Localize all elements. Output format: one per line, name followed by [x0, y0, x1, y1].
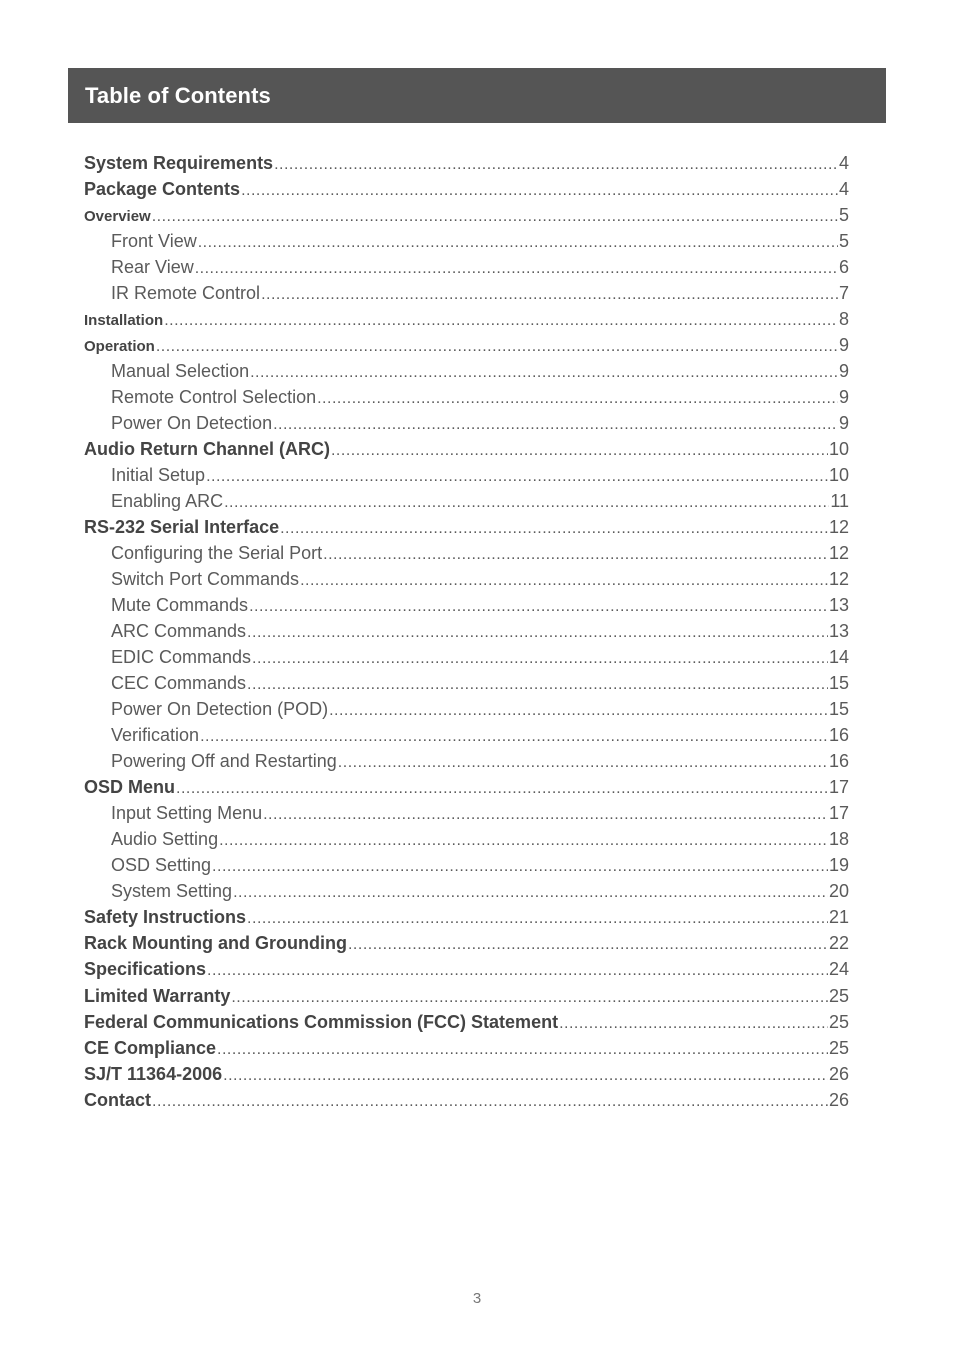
- toc-dot-leader: [156, 334, 838, 358]
- toc-entry-title: Power On Detection (POD): [111, 699, 329, 720]
- toc-entry[interactable]: [84, 748, 849, 774]
- page-number: 3: [472, 1290, 482, 1307]
- toc-entry-page: 4: [838, 153, 849, 173]
- toc-entry-title: Audio Setting: [111, 829, 219, 850]
- toc-dot-leader: [212, 854, 828, 878]
- toc-dot-leader: [559, 1011, 828, 1035]
- toc-entry-title: Audio Return Channel (ARC): [84, 439, 330, 460]
- toc-entry[interactable]: [84, 566, 849, 592]
- toc-entry-title: Federal Communications Commission (FCC) Statement: [84, 1011, 559, 1032]
- toc-entry[interactable]: [84, 956, 849, 982]
- toc-dot-leader: [152, 1089, 828, 1113]
- toc-entry-page: 26: [828, 1089, 849, 1110]
- toc-entry[interactable]: [84, 462, 849, 488]
- toc-entry-page: 13: [828, 595, 849, 616]
- toc-entry-page: 7: [838, 283, 849, 304]
- toc-entry-page: 5: [838, 205, 849, 226]
- toc-dot-leader: [317, 386, 838, 410]
- toc-dot-leader: [273, 412, 838, 436]
- toc-entry-title: System Setting: [111, 881, 233, 902]
- toc-dot-leader: [247, 906, 828, 930]
- toc-dot-leader: [198, 230, 838, 254]
- toc-entry[interactable]: [84, 228, 849, 254]
- toc-entry[interactable]: [84, 774, 849, 800]
- toc-entry[interactable]: [84, 254, 849, 280]
- toc-dot-leader: [323, 542, 828, 566]
- toc-dot-leader: [195, 256, 838, 280]
- toc-dot-leader: [274, 152, 838, 176]
- toc-entry-page: 4: [838, 179, 849, 200]
- toc-dot-leader: [252, 646, 828, 670]
- toc-entry-title: OSD Menu: [84, 777, 176, 798]
- toc-entry[interactable]: [84, 306, 849, 332]
- toc-entry-page: 22: [828, 933, 849, 954]
- toc-dot-leader: [300, 568, 828, 592]
- toc-dot-leader: [261, 282, 838, 306]
- toc-entry-title: EDIC Commands: [111, 647, 252, 668]
- toc-dot-leader: [250, 360, 838, 384]
- toc-entry[interactable]: [84, 410, 849, 436]
- toc-dot-leader: [219, 828, 828, 852]
- toc-entry-page: 9: [838, 413, 849, 434]
- toc-entry-page: 9: [838, 361, 849, 382]
- toc-entry[interactable]: [84, 826, 849, 852]
- toc-dot-leader: [280, 516, 828, 540]
- toc-entry-page: 12: [828, 569, 849, 590]
- toc-entry[interactable]: [84, 150, 849, 176]
- toc-entry[interactable]: [84, 644, 849, 670]
- toc-entry-page: 24: [828, 959, 849, 980]
- toc-entry[interactable]: [84, 176, 849, 202]
- toc-entry-title: Mute Commands: [111, 595, 249, 616]
- toc-entry[interactable]: [84, 722, 849, 748]
- toc-entry[interactable]: [84, 1061, 849, 1087]
- toc-dot-leader: [224, 490, 829, 514]
- toc-entry-page: 17: [828, 777, 849, 798]
- toc-entry-title: Verification: [111, 725, 200, 746]
- toc-entry-page: 16: [828, 725, 849, 746]
- toc-entry-title: OSD Setting: [111, 855, 212, 876]
- toc-entry-page: 9: [838, 335, 849, 356]
- toc-entry[interactable]: [84, 358, 849, 384]
- toc-entry-title: Remote Control Selection: [111, 387, 317, 408]
- toc-entry[interactable]: [84, 800, 849, 826]
- toc-entry-page: 13: [828, 621, 849, 642]
- toc-entry-page: 10: [828, 465, 849, 486]
- toc-entry-title: Limited Warranty: [84, 985, 231, 1006]
- table-of-contents: [84, 150, 849, 1113]
- toc-entry[interactable]: [84, 1035, 849, 1061]
- toc-dot-leader: [200, 724, 828, 748]
- toc-entry-title: Installation: [84, 312, 164, 330]
- toc-entry-page: 14: [828, 647, 849, 668]
- toc-dot-leader: [331, 438, 828, 462]
- toc-entry-page: 10: [828, 439, 849, 460]
- toc-entry-page: 12: [828, 543, 849, 564]
- toc-dot-leader: [207, 958, 828, 982]
- toc-entry-title: Specifications: [84, 959, 207, 980]
- toc-dot-leader: [152, 204, 838, 228]
- toc-entry-page: 17: [828, 803, 849, 824]
- toc-entry-title: Manual Selection: [111, 361, 250, 382]
- toc-entry-title: Powering Off and Restarting: [111, 751, 337, 772]
- toc-dot-leader: [223, 1063, 828, 1087]
- toc-entry[interactable]: [84, 696, 849, 722]
- toc-dot-leader: [206, 464, 828, 488]
- toc-entry-title: CEC Commands: [111, 673, 247, 694]
- toc-entry[interactable]: [84, 436, 849, 462]
- toc-entry-title: Initial Setup: [111, 465, 206, 486]
- toc-dot-leader: [217, 1037, 828, 1061]
- toc-dot-leader: [164, 308, 838, 332]
- toc-entry[interactable]: [84, 983, 849, 1009]
- toc-entry[interactable]: [84, 670, 849, 696]
- toc-entry[interactable]: [84, 540, 849, 566]
- toc-entry[interactable]: [84, 904, 849, 930]
- toc-entry-page: 15: [828, 699, 849, 720]
- toc-entry-title: Operation: [84, 338, 155, 356]
- toc-entry-title: Rear View: [111, 257, 194, 278]
- toc-entry-page: 11: [830, 491, 849, 512]
- toc-entry-title: Power On Detection: [111, 413, 273, 434]
- toc-entry-page: 20: [828, 881, 849, 902]
- toc-entry-page: 16: [828, 751, 849, 772]
- toc-entry-title: Switch Port Commands: [111, 569, 300, 590]
- toc-entry-page: 9: [838, 387, 849, 408]
- toc-entry[interactable]: [84, 592, 849, 618]
- toc-entry[interactable]: [84, 202, 849, 228]
- toc-entry-title: ARC Commands: [111, 621, 247, 642]
- toc-entry-title: Safety Instructions: [84, 907, 247, 928]
- toc-entry[interactable]: [84, 618, 849, 644]
- toc-entry-page: 25: [828, 985, 849, 1006]
- toc-entry[interactable]: [84, 514, 849, 540]
- toc-header-bar: [68, 68, 886, 123]
- toc-dot-leader: [241, 178, 838, 202]
- toc-entry-page: 18: [828, 829, 849, 850]
- toc-entry-page: 12: [828, 517, 849, 538]
- toc-entry-page: 21: [828, 907, 849, 928]
- toc-entry-title: Package Contents: [84, 179, 241, 200]
- toc-dot-leader: [247, 672, 828, 696]
- toc-entry-title: CE Compliance: [84, 1037, 217, 1058]
- toc-entry-title: System Requirements: [84, 153, 274, 173]
- toc-entry[interactable]: [84, 384, 849, 410]
- toc-entry-page: 6: [838, 257, 849, 278]
- toc-entry-page: 26: [828, 1063, 849, 1084]
- toc-entry-title: RS-232 Serial Interface: [84, 517, 280, 538]
- toc-entry-page: 19: [828, 855, 849, 876]
- toc-entry-page: 5: [838, 231, 849, 252]
- toc-entry-title: Overview: [84, 208, 151, 226]
- toc-dot-leader: [176, 776, 828, 800]
- toc-entry-title: Input Setting Menu: [111, 803, 263, 824]
- toc-entry-page: 25: [828, 1011, 849, 1032]
- toc-dot-leader: [231, 985, 828, 1009]
- toc-entry[interactable]: [84, 878, 849, 904]
- toc-dot-leader: [329, 698, 828, 722]
- page-title: Table of Contents: [85, 82, 271, 108]
- toc-entry[interactable]: [84, 332, 849, 358]
- toc-entry-title: Rack Mounting and Grounding: [84, 933, 347, 954]
- toc-entry[interactable]: [84, 280, 849, 306]
- toc-dot-leader: [263, 802, 828, 826]
- toc-entry-title: SJ/T 11364-2006: [84, 1063, 223, 1084]
- toc-entry-title: Configuring the Serial Port: [111, 543, 323, 564]
- toc-entry[interactable]: [84, 488, 849, 514]
- toc-entry[interactable]: [84, 930, 849, 956]
- toc-dot-leader: [338, 750, 828, 774]
- toc-entry-page: 8: [838, 309, 849, 330]
- toc-entry-page: 15: [828, 673, 849, 694]
- toc-entry-title: Enabling ARC: [111, 491, 224, 512]
- toc-entry-title: Contact: [84, 1089, 151, 1110]
- toc-dot-leader: [249, 594, 828, 618]
- toc-entry[interactable]: [84, 1087, 849, 1113]
- toc-entry-title: IR Remote Control: [111, 283, 261, 304]
- toc-dot-leader: [233, 880, 828, 904]
- toc-dot-leader: [247, 620, 828, 644]
- toc-dot-leader: [348, 932, 828, 956]
- toc-entry[interactable]: [84, 1009, 849, 1035]
- toc-entry[interactable]: [84, 852, 849, 878]
- toc-entry-title: Front View: [111, 231, 197, 252]
- toc-entry-page: 25: [828, 1037, 849, 1058]
